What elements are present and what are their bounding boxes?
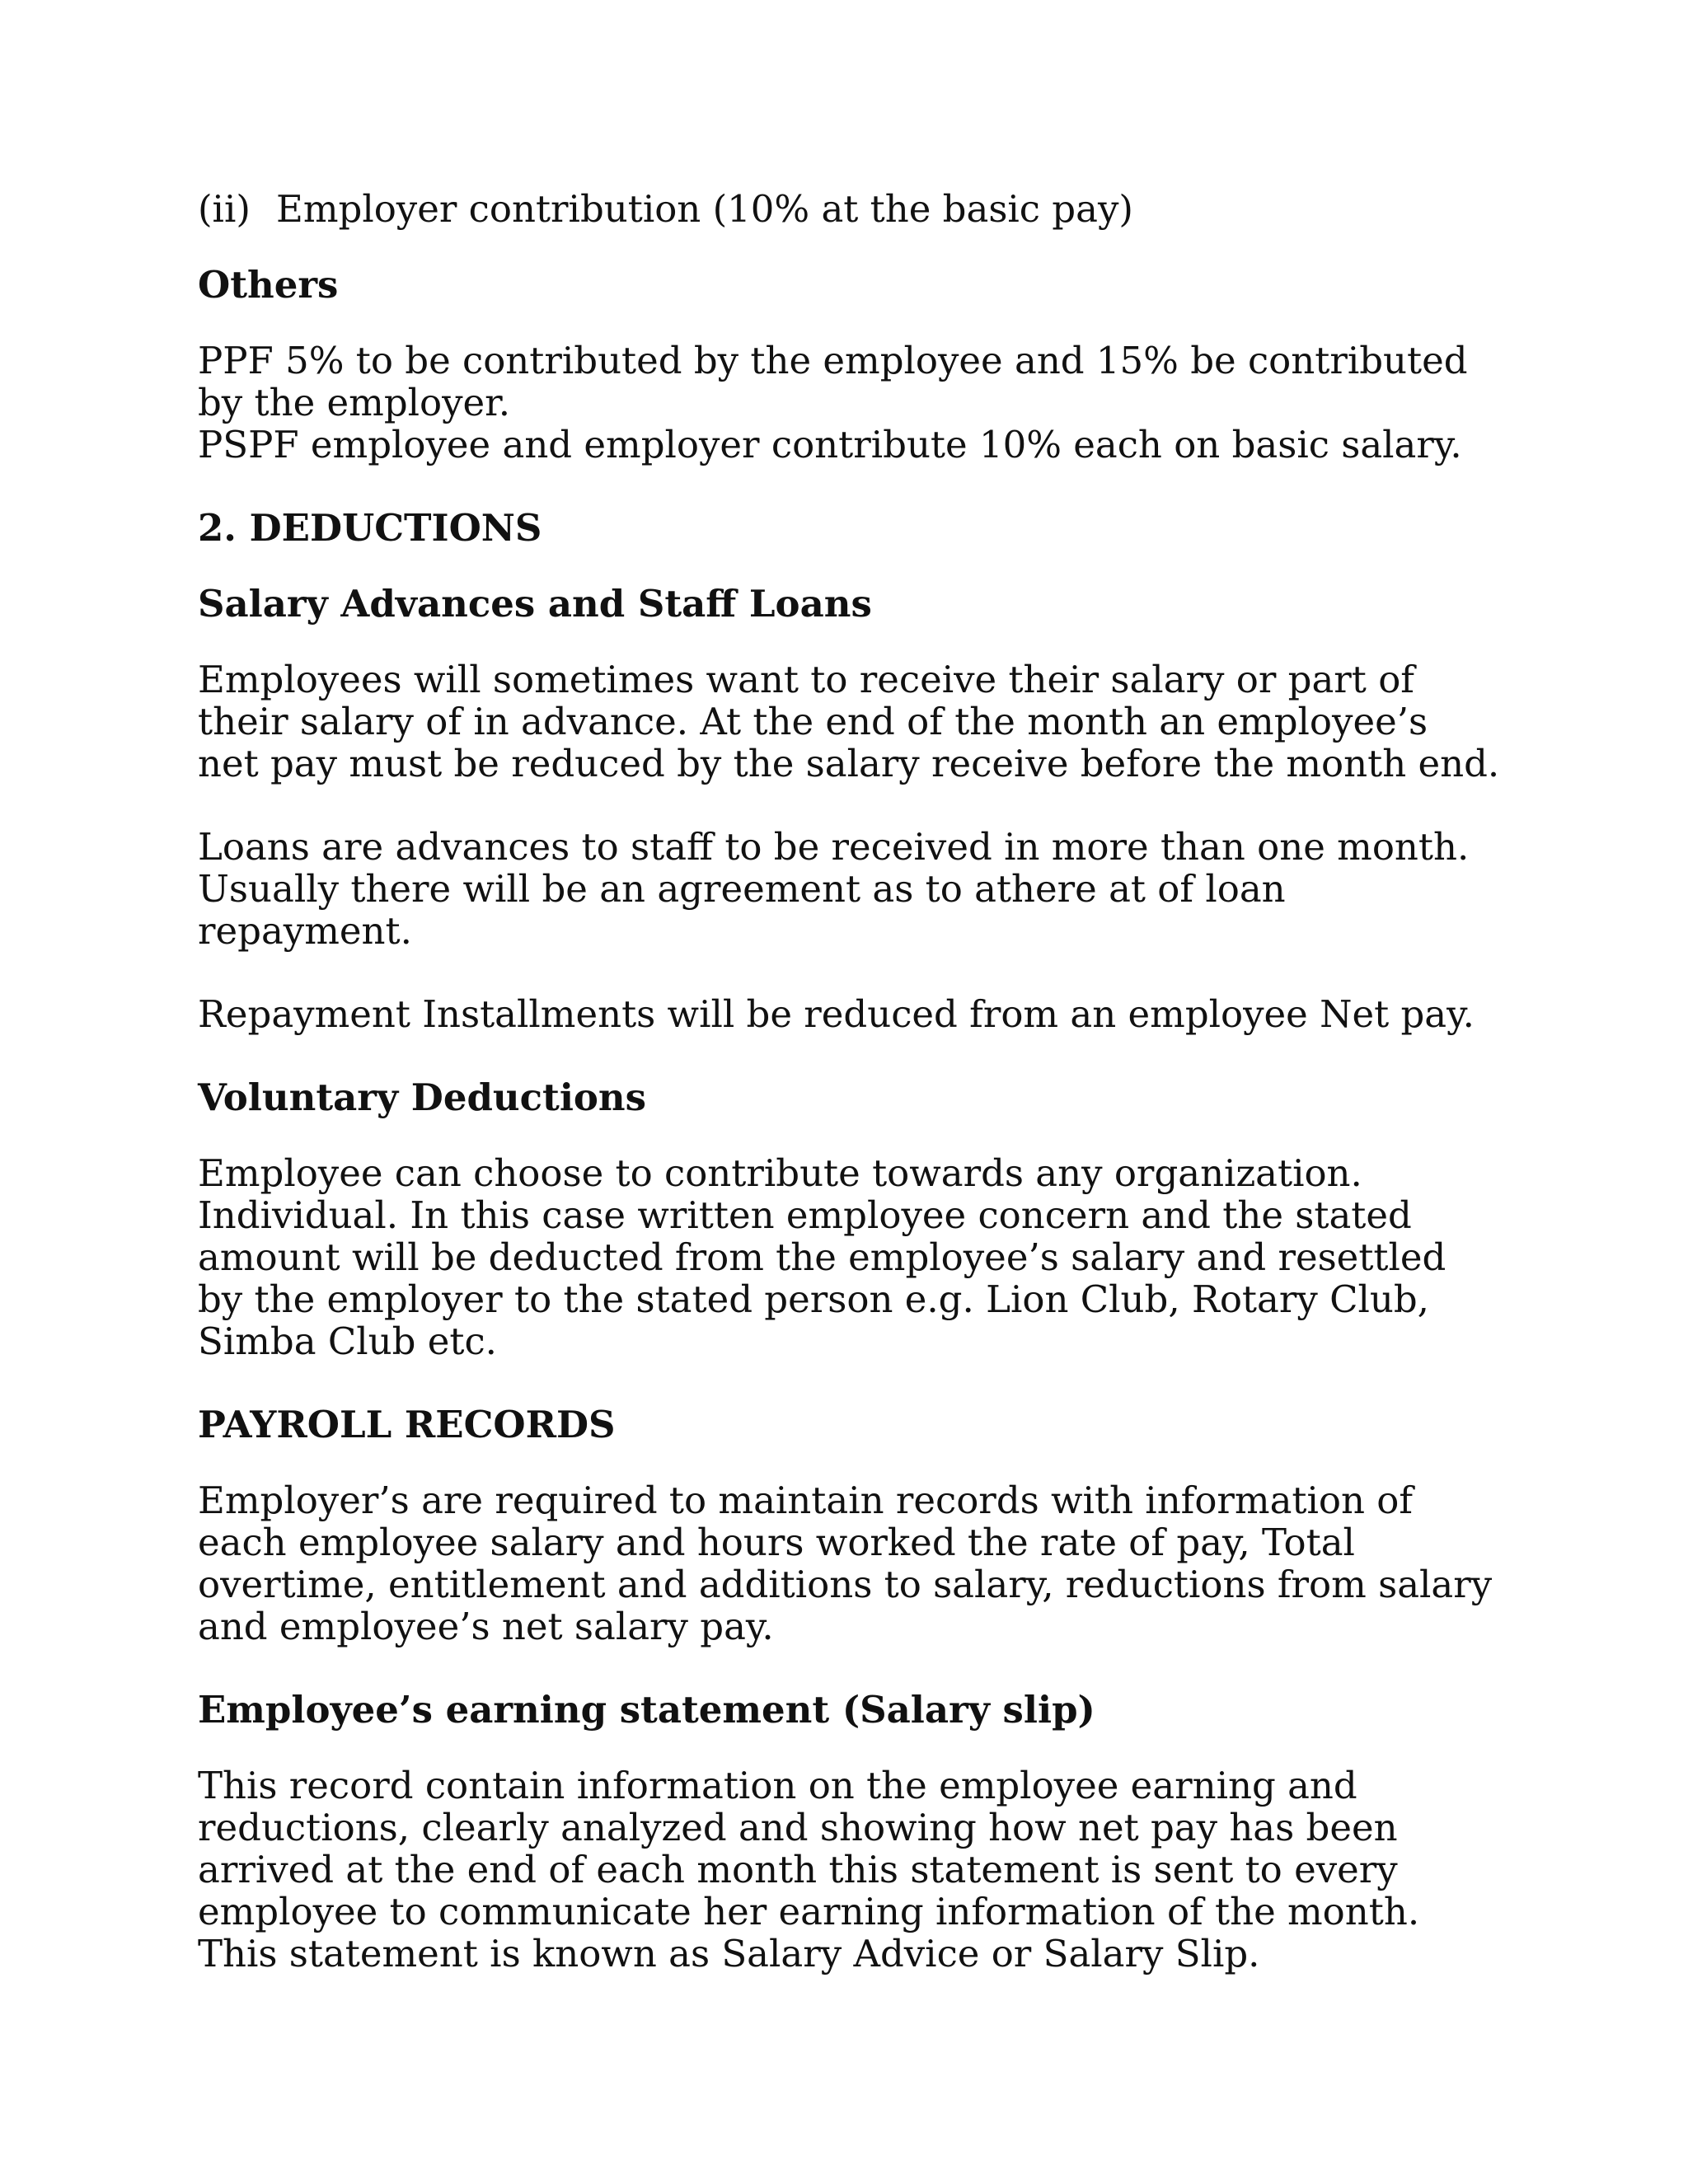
earning-statement-paragraph: This record contain information on the employee earning and reductions, clearly analyzed and showing how net pay has been arrived at the end of each month this statement is sent to every employee to communicate her earning information of the month. This statement is known as Salary Advice or Salary Slip. (198, 1764, 1420, 1975)
earning-statement-heading: Employee’s earning statement (Salary slip) (198, 1688, 1095, 1732)
payroll-records-paragraph: Employer’s are required to maintain records with information of each employee salary and hours worked the rate of pay, Total overtime, entitlement and additions to salary, reductions from salary and employee’s net salary pay. (198, 1479, 1493, 1648)
voluntary-deductions-heading: Voluntary Deductions (198, 1076, 646, 1119)
salary-advances-paragraph-2: Loans are advances to staff to be received in more than one month. Usually there will be an agreement as to athere at of loan repayment. (198, 825, 1470, 953)
others-paragraph-pspf: PSPF employee and employer contribute 10% each on basic salary. (198, 423, 1462, 466)
list-item-ii (198, 188, 1500, 231)
voluntary-deductions-paragraph: Employee can choose to contribute towards any organization. Individual. In this case written employee concern and the stated amount will be deducted from the employee’s salary and resettled by the employer to the stated person e.g. Lion Club, Rotary Club, Simba Club etc. (198, 1151, 1447, 1363)
list-item-number: (ii) (198, 187, 251, 231)
deductions-heading: 2. DEDUCTIONS (198, 506, 542, 550)
document-page (198, 188, 1500, 2016)
others-paragraph-ppf: PPF 5% to be contributed by the employee and 15% be contributed by the employer. (198, 339, 1468, 424)
salary-advances-paragraph-1: Employees will sometimes want to receive their salary or part of their salary of in advance. At the end of the month an employee’s net pay must be reduced by the salary receive before the month end. (198, 658, 1500, 785)
others-heading: Others (198, 263, 339, 307)
payroll-records-heading: PAYROLL RECORDS (198, 1403, 616, 1446)
salary-advances-paragraph-3: Repayment Installments will be reduced from an employee Net pay. (198, 992, 1475, 1036)
salary-advances-heading: Salary Advances and Staff Loans (198, 582, 872, 626)
list-item-text: Employer contribution (10% at the basic pay) (276, 187, 1133, 231)
